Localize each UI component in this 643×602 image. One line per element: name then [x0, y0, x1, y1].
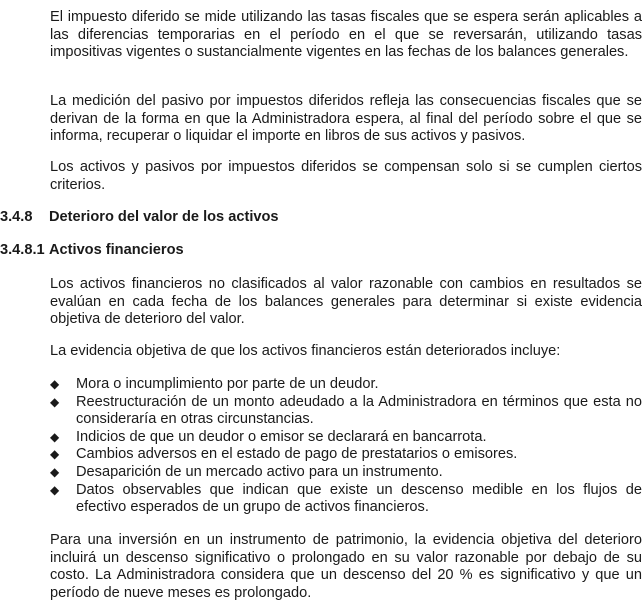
list-item-text: Mora o incumplimiento por parte de un deudor. [76, 376, 379, 392]
paragraph-deferred-liability-measurement: La medición del pasivo por impuestos diferidos refleja las consecuencias fiscales que se derivan de la forma en que la Administradora espera, al final del período sobre el que se informa, recuperar o liquidar el importe en libros de sus activos y pasivos. [50, 93, 642, 145]
paragraph-objective-evidence-intro: La evidencia objetiva de que los activos financieros están deteriorados incluye: [50, 343, 561, 359]
diamond-bullet-icon: ◆ [50, 464, 60, 479]
evidence-bullet-list [50, 376, 642, 517]
diamond-bullet-icon: ◆ [50, 394, 60, 409]
list-item-text: Datos observables que indican que existe un descenso medible en los flujos de efectivo esperados de un grupo de activos financieros. [76, 481, 642, 516]
list-item [50, 482, 642, 517]
section-heading-3-4-8-1 [0, 242, 184, 260]
section-heading-3-4-8 [0, 209, 279, 227]
section-number: 3.4.8.1 [0, 242, 45, 258]
list-item-text: Cambios adversos en el estado de pago de prestatarios o emisores. [76, 446, 518, 463]
list-item [50, 429, 642, 447]
diamond-bullet-icon: ◆ [50, 482, 60, 497]
paragraph-equity-instrument-impairment: Para una inversión en un instrumento de patrimonio, la evidencia objetiva del deterioro incluirá un descenso significativo o prolongado en su valor razonable por debajo de su costo. La Administradora considera que un descenso del 20 % es significativo y que un período de nueve meses es prolongado. [50, 532, 642, 601]
list-item-text: Indicios de que un deudor o emisor se declarará en bancarrota. [76, 428, 487, 445]
paragraph-financial-assets-evaluation: Los activos financieros no clasificados al valor razonable con cambios en resultados se evalúan en cada fecha de los balances generales para determinar si existe evidencia objetiva de deterioro del valor. [50, 276, 642, 328]
list-item [50, 376, 642, 394]
list-item [50, 464, 642, 482]
paragraph-deferred-tax-measurement: El impuesto diferido se mide utilizando las tasas fiscales que se espera serán aplicables a las diferencias temporarias en el período en el que se reversarán, utilizando tasas impositivas vigentes o sustancialmente vigentes en las fechas de los balances generales. [50, 9, 642, 61]
section-title: Deterioro del valor de los activos [49, 209, 279, 225]
list-item-text: Reestructuración de un monto adeudado a la Administradora en términos que esta no consideraría en otras circunstancias. [76, 393, 642, 428]
diamond-bullet-icon: ◆ [50, 429, 60, 444]
list-item [50, 446, 642, 464]
section-title: Activos financieros [49, 242, 184, 258]
diamond-bullet-icon: ◆ [50, 377, 60, 391]
diamond-bullet-icon: ◆ [50, 447, 60, 462]
section-number: 3.4.8 [0, 209, 33, 225]
paragraph-deferred-offset: Los activos y pasivos por impuestos diferidos se compensan solo si se cumplen ciertos criterios. [50, 159, 642, 193]
list-item-text: Desaparición de un mercado activo para un instrumento. [76, 463, 443, 480]
list-item [50, 394, 642, 429]
